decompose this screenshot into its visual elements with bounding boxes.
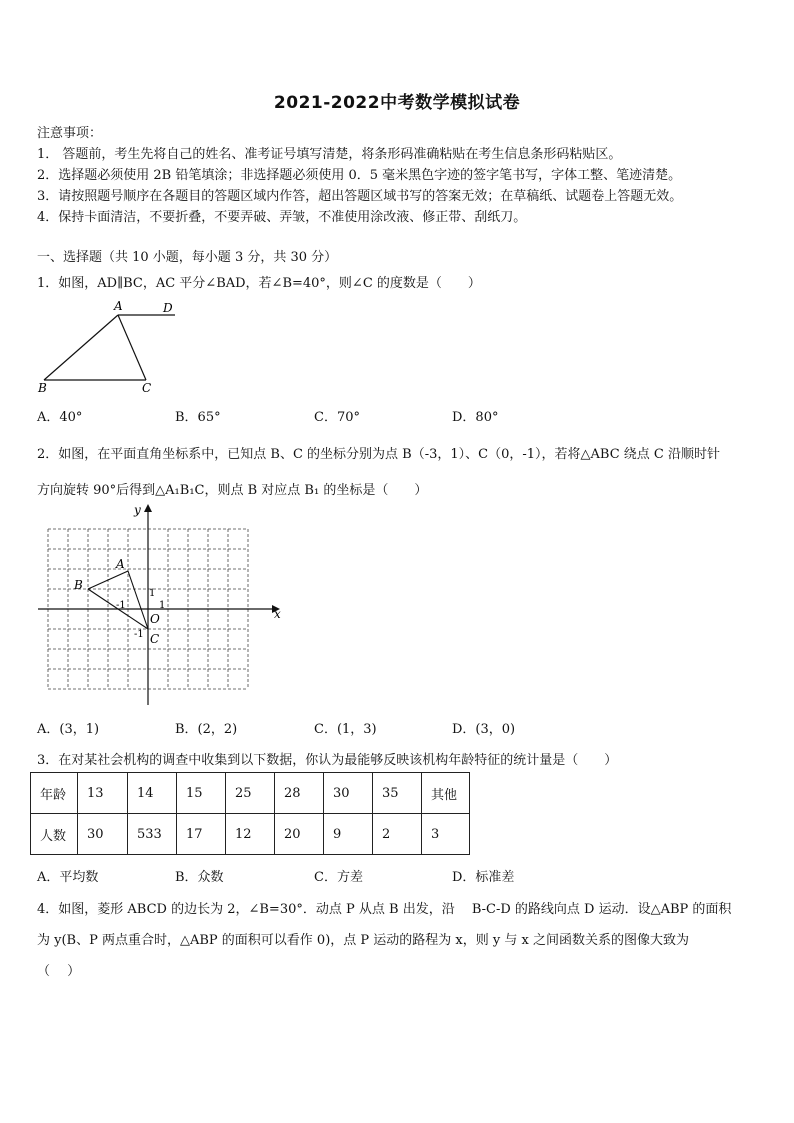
q1-segment-ab <box>44 315 118 380</box>
q2-point-b-label: B <box>74 578 83 592</box>
table-cell: 35 <box>373 773 422 814</box>
q2-option-b: B．(2，2) <box>175 722 238 737</box>
table-cell: 17 <box>177 814 226 855</box>
notice-item-1: 1． 答题前，考生先将自己的姓名、准考证号填写清楚，将条形码准确粘贴在考生信息条形码粘贴区。 <box>37 147 622 162</box>
q2-tick-pos1-x: 1 <box>159 600 166 611</box>
q2-tick-neg1-y: -1 <box>134 629 144 640</box>
table-row <box>31 814 470 855</box>
q2-stem-line2: 方向旋转 90°后得到△A₁B₁C，则点 B 对应点 B₁ 的坐标是（ ） <box>37 483 428 498</box>
q2-point-c-label: C <box>150 632 160 646</box>
q2-axis-y-label: y <box>134 503 141 517</box>
notice-heading: 注意事项： <box>37 126 103 141</box>
q1-option-d: D．80° <box>452 410 499 425</box>
q1-stem: 1．如图，AD∥BC，AC 平分∠BAD，若∠B=40°，则∠C 的度数是（ ） <box>37 276 481 291</box>
table-cell: 20 <box>275 814 324 855</box>
q4-stem-line1: 4．如图，菱形 ABCD 的边长为 2，∠B=30°．动点 P 从点 B 出发，沿 B-C-D 的路线向点 D 运动．设△ABP 的面积 <box>37 902 732 917</box>
q1-option-c: C．70° <box>314 410 360 425</box>
table-cell: 30 <box>324 773 373 814</box>
q3-option-c: C．方差 <box>314 870 363 885</box>
q1-option-a: A．40° <box>37 410 83 425</box>
table-cell: 28 <box>275 773 324 814</box>
page-title: 2021-2022中考数学模拟试卷 <box>273 93 521 113</box>
q1-label-a: A <box>114 299 123 313</box>
q4-stem-line2: 为 y(B、P 两点重合时，△ABP 的面积可以看作 0)，点 P 运动的路程为 x，则 y 与 x 之间函数关系的图像大致为 <box>37 933 689 948</box>
q2-coordinate-figure <box>30 500 290 710</box>
q3-stem: 3．在对某社会机构的调查中收集到以下数据，你认为最能够反映该机构年龄特征的统计量是（ ） <box>37 753 618 768</box>
table-cell: 12 <box>226 814 275 855</box>
q2-stem-line1: 2．如图，在平面直角坐标系中，已知点 B、C 的坐标分别为点 B（-3，1）、C（0，-1），若将△ABC 绕点 C 沿顺时针 <box>37 447 721 462</box>
table-cell: 30 <box>78 814 128 855</box>
q2-segment-ac <box>128 571 148 629</box>
q2-tick-pos1-y: 1 <box>149 588 156 599</box>
q4-stem-line3: （ ） <box>37 964 81 979</box>
q1-option-b: B．65° <box>175 410 221 425</box>
q1-label-b: B <box>38 381 47 395</box>
table-cell: 人数 <box>31 814 78 855</box>
q2-point-a-label: A <box>116 557 125 571</box>
table-cell: 533 <box>128 814 177 855</box>
q2-tick-neg1-x: -1 <box>116 600 126 611</box>
q1-figure <box>30 296 200 396</box>
q2-origin-label: O <box>150 612 160 626</box>
q2-axis-x-label: x <box>274 607 281 621</box>
q3-option-b: B．众数 <box>175 870 224 885</box>
table-cell: 25 <box>226 773 275 814</box>
notice-item-2: 2．选择题必须使用 2B 铅笔填涂；非选择题必须使用 0．5 毫米黑色字迹的签字笔书写，字体工整、笔迹清楚。 <box>37 168 682 183</box>
table-cell: 14 <box>128 773 177 814</box>
table-cell: 9 <box>324 814 373 855</box>
q2-option-a: A．(3，1) <box>37 722 100 737</box>
q2-option-d: D．(3，0) <box>452 722 516 737</box>
table-cell: 2 <box>373 814 422 855</box>
q1-label-c: C <box>142 381 152 395</box>
q3-option-d: D．标准差 <box>452 870 515 885</box>
table-cell: 13 <box>78 773 128 814</box>
q3-option-a: A．平均数 <box>37 870 99 885</box>
table-cell: 3 <box>422 814 470 855</box>
q1-segment-ac <box>118 315 146 380</box>
q2-option-c: C．(1，3) <box>314 722 377 737</box>
q2-y-arrow <box>144 504 152 512</box>
notice-item-4: 4．保持卡面清洁，不要折叠，不要弄破、弄皱，不准使用涂改液、修正带、刮纸刀。 <box>37 210 527 225</box>
notice-item-3: 3．请按照题号顺序在各题目的答题区域内作答，超出答题区域书写的答案无效；在草稿纸、试题卷上答题无效。 <box>37 189 683 204</box>
table-cell: 15 <box>177 773 226 814</box>
table-cell: 年龄 <box>31 773 78 814</box>
table-row <box>31 773 470 814</box>
section-heading: 一、选择题（共 10 小题，每小题 3 分，共 30 分） <box>37 250 338 265</box>
table-cell: 其他 <box>422 773 470 814</box>
q3-data-table <box>30 772 470 855</box>
q1-label-d: D <box>163 301 173 315</box>
